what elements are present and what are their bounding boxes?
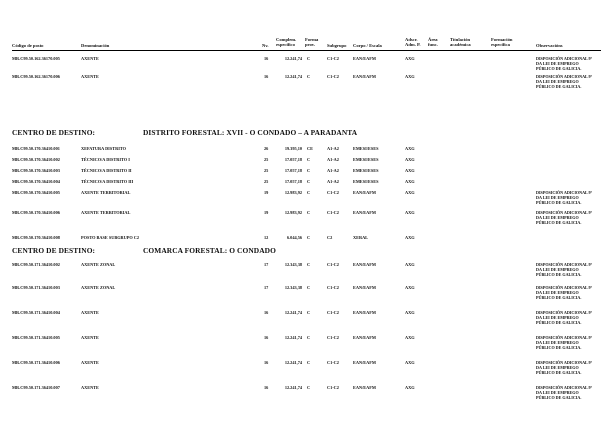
col-header-formacion <box>491 37 512 47</box>
cell-complemento: 12.343,38 <box>284 262 302 267</box>
cell-complemento: 12.241,74 <box>284 56 302 61</box>
cell-subgrupo: C1-C2 <box>327 385 339 390</box>
cell-observacions <box>536 210 612 225</box>
cell-denominacion: POSTO BASE SUBGRUPO C2 <box>81 235 140 240</box>
cell-nivel: 16 <box>264 74 269 79</box>
observacions-line: DA LEI DE EMPREGO <box>536 365 579 371</box>
observacions-line: DA LEI DE EMPREGO <box>536 79 579 85</box>
cell-nivel: 17 <box>264 262 269 267</box>
cell-denominacion: AXENTE ZONAL <box>81 262 116 267</box>
cell-complemento: 12.983,92 <box>284 210 302 215</box>
cell-denominacion: AXENTE ZONAL <box>81 285 116 290</box>
cell-subgrupo: A1-A2 <box>327 157 339 162</box>
cell-nivel: 16 <box>264 310 269 315</box>
col-header-titulacion-line2: académica <box>450 42 471 47</box>
cell-subgrupo: C1-C2 <box>327 310 339 315</box>
cell-denominacion: AXENTE <box>81 310 99 315</box>
cell-nivel: 16 <box>264 335 269 340</box>
cell-codigo: MR.C99.50.171.36410.005 <box>12 335 60 340</box>
observacions-line: PÚBLICO DE GALICIA. <box>536 395 582 401</box>
col-header-titulacion-line1: Titulación <box>450 37 471 42</box>
cell-observacions <box>536 262 612 277</box>
observacions-line: DA LEI DE EMPREGO <box>536 390 579 396</box>
cell-codigo: MR.C99.50.162.36170.006 <box>12 74 60 79</box>
cell-adscripcion: AXG <box>405 74 415 79</box>
cell-denominacion: AXENTE <box>81 335 99 340</box>
observacions-line: DA LEI DE EMPREGO <box>536 267 579 273</box>
cell-denominacion: AXENTE <box>81 360 99 365</box>
cell-complemento: 17.057,18 <box>284 179 302 184</box>
cell-observacions <box>536 56 612 71</box>
cell-corpo: EAN/EAFM <box>353 262 376 267</box>
col-header-area-line2: func. <box>428 42 438 47</box>
cell-forma: C <box>307 190 311 195</box>
cell-denominacion: AXENTE <box>81 74 99 79</box>
cell-complemento: 12.241,74 <box>284 360 302 365</box>
cell-adscripcion: AXG <box>405 335 415 340</box>
cell-denominacion: AXENTE TERRITORIAL <box>81 190 131 195</box>
cell-observacions <box>536 360 612 375</box>
cell-complemento: 6.044,56 <box>286 235 302 240</box>
cell-complemento: 17.057,18 <box>284 157 302 162</box>
cell-nivel: 16 <box>264 385 269 390</box>
col-header-area-line1: Área <box>428 37 438 42</box>
cell-adscripcion: AXG <box>405 210 415 215</box>
cell-nivel: 25 <box>264 168 269 173</box>
cell-complemento: 12.983,92 <box>284 190 302 195</box>
cell-forma: C <box>307 310 311 315</box>
cell-forma: C <box>307 285 311 290</box>
col-header-observacions: Observacións <box>536 43 563 48</box>
cell-corpo: EMESI/ESES <box>353 146 379 151</box>
observacions-line: DISPOSICIÓN ADICIONAL 9ª <box>536 285 592 290</box>
cell-nivel: 19 <box>264 210 269 215</box>
observacions-line: PÚBLICO DE GALICIA. <box>536 345 582 351</box>
cell-codigo: MR.C99.50.170.36410.008 <box>12 235 60 240</box>
cell-nivel: 26 <box>264 146 269 151</box>
cell-codigo: MR.C99.50.162.36170.005 <box>12 56 60 61</box>
cell-codigo: MR.C99.50.170.36410.002 <box>12 157 60 162</box>
cell-nivel: 17 <box>264 285 269 290</box>
cell-denominacion: AXENTE TERRITORIAL <box>81 210 131 215</box>
cell-observacions <box>536 385 612 400</box>
cell-codigo: MR.C99.50.171.36410.007 <box>12 385 60 390</box>
cell-denominacion: AXENTE <box>81 385 99 390</box>
cell-subgrupo: C1-C2 <box>327 56 339 61</box>
cell-nivel: 16 <box>264 360 269 365</box>
cell-corpo: EAN/EAFM <box>353 190 376 195</box>
cell-forma: C <box>307 74 311 79</box>
cell-codigo: MR.C99.50.170.36410.001 <box>12 146 60 151</box>
observacions-line: DISPOSICIÓN ADICIONAL 9ª <box>536 335 592 340</box>
col-header-corpo: Corpo / Escala <box>353 43 382 48</box>
cell-forma: C <box>307 385 311 390</box>
observacions-line: DA LEI DE EMPREGO <box>536 315 579 321</box>
cell-subgrupo: C1-C2 <box>327 190 339 195</box>
observacions-line: DA LEI DE EMPREGO <box>536 340 579 346</box>
cell-adscripcion: AXG <box>405 168 415 173</box>
col-header-nivel: Nv. <box>262 43 269 48</box>
cell-nivel: 25 <box>264 157 269 162</box>
cell-codigo: MR.C99.50.170.36410.005 <box>12 190 60 195</box>
centro-destino-label: CENTRO DE DESTINO: <box>12 246 96 255</box>
cell-subgrupo: C1-C2 <box>327 262 339 267</box>
col-header-adscripcion <box>405 37 421 47</box>
cell-subgrupo: C1-C2 <box>327 285 339 290</box>
cell-complemento: 12.343,38 <box>284 285 302 290</box>
col-header-complemento <box>276 37 296 47</box>
centro-destino-name: DISTRITO FORESTAL: XVII - O CONDADO – A PARADANTA <box>143 128 358 137</box>
cell-complemento: 12.241,74 <box>284 335 302 340</box>
col-header-formacion-line2: específica <box>491 42 510 47</box>
col-header-subgrupo: Subgrupo <box>327 43 347 48</box>
col-header-adscripcion-line1: Adscr. <box>405 37 418 42</box>
observacions-line: PÚBLICO DE GALICIA. <box>536 220 582 226</box>
observacions-line: DA LEI DE EMPREGO <box>536 290 579 296</box>
cell-corpo: EAN/EAFM <box>353 74 376 79</box>
cell-corpo: EAN/EAFM <box>353 310 376 315</box>
cell-adscripcion: AXG <box>405 262 415 267</box>
observacions-line: PÚBLICO DE GALICIA. <box>536 66 582 72</box>
cell-subgrupo: A1-A2 <box>327 146 339 151</box>
observacions-line: DISPOSICIÓN ADICIONAL 9ª <box>536 210 592 215</box>
cell-codigo: MR.C99.50.171.36410.006 <box>12 360 60 365</box>
observacions-line: PÚBLICO DE GALICIA. <box>536 320 582 326</box>
cell-corpo: EMESI/ESES <box>353 179 379 184</box>
observacions-line: DISPOSICIÓN ADICIONAL 9ª <box>536 360 592 365</box>
observacions-line: DA LEI DE EMPREGO <box>536 215 579 221</box>
col-header-titulacion <box>450 37 471 47</box>
observacions-line: DA LEI DE EMPREGO <box>536 195 579 201</box>
col-header-complemento-line2: específico <box>276 42 295 47</box>
observacions-line: DA LEI DE EMPREGO <box>536 61 579 67</box>
cell-forma: C <box>307 335 311 340</box>
cell-complemento: 12.241,74 <box>284 74 302 79</box>
cell-observacions <box>536 74 612 89</box>
observacions-line: PÚBLICO DE GALICIA. <box>536 272 582 278</box>
cell-forma: C <box>307 168 311 173</box>
cell-denominacion: TÉCNICO/A DISTRITO I <box>81 157 130 162</box>
col-header-denominacion: Denominación <box>81 43 110 48</box>
cell-nivel: 12 <box>264 235 269 240</box>
cell-corpo: XERAL <box>353 235 369 240</box>
cell-forma: C <box>307 210 311 215</box>
cell-codigo: MR.C99.50.170.36410.003 <box>12 168 60 173</box>
cell-denominacion: TÉCNICO/A DISTRITO III <box>81 179 134 184</box>
observacions-line: DISPOSICIÓN ADICIONAL 9ª <box>536 74 592 79</box>
col-header-codigo: Código de posto <box>12 43 44 48</box>
cell-forma: C <box>307 179 311 184</box>
cell-subgrupo: C1-C2 <box>327 74 339 79</box>
observacions-line: PÚBLICO DE GALICIA. <box>536 84 582 90</box>
cell-corpo: EAN/EAFM <box>353 360 376 365</box>
centro-destino-name: COMARCA FORESTAL: O CONDADO <box>143 246 276 255</box>
cell-corpo: EAN/EAFM <box>353 285 376 290</box>
cell-observacions <box>536 190 612 205</box>
cell-adscripcion: AXG <box>405 285 415 290</box>
observacions-line: DISPOSICIÓN ADICIONAL 9ª <box>536 190 592 195</box>
cell-adscripcion: AXG <box>405 235 415 240</box>
cell-codigo: MR.C99.50.170.36410.004 <box>12 179 60 184</box>
cell-adscripcion: AXG <box>405 179 415 184</box>
cell-corpo: EAN/EAFM <box>353 385 376 390</box>
cell-codigo: MR.C99.50.171.36410.004 <box>12 310 60 315</box>
cell-corpo: EAN/EAFM <box>353 56 376 61</box>
cell-denominacion: AXENTE <box>81 56 99 61</box>
cell-observacions <box>536 335 612 350</box>
col-header-complemento-line1: Complem. <box>276 37 297 42</box>
col-header-formacion-line1: Formación <box>491 37 513 42</box>
cell-observacions <box>536 285 612 300</box>
cell-adscripcion: AXG <box>405 310 415 315</box>
cell-codigo: MR.C99.50.170.36410.006 <box>12 210 60 215</box>
cell-complemento: 19.395,10 <box>284 146 302 151</box>
col-header-adscripcion-line2: Adm. P. <box>405 42 421 47</box>
cell-complemento: 12.241,74 <box>284 310 302 315</box>
cell-forma: C <box>307 262 311 267</box>
col-header-forma-line2: prov. <box>305 42 315 47</box>
observacions-line: DISPOSICIÓN ADICIONAL 9ª <box>536 56 592 61</box>
cell-denominacion: TÉCNICO/A DISTRITO II <box>81 168 132 173</box>
cell-subgrupo: C2 <box>327 235 333 240</box>
cell-nivel: 16 <box>264 56 269 61</box>
cell-adscripcion: AXG <box>405 360 415 365</box>
header-rule <box>12 50 601 51</box>
cell-corpo: EMESI/ESES <box>353 157 379 162</box>
cell-subgrupo: A1-A2 <box>327 168 339 173</box>
cell-complemento: 12.241,74 <box>284 385 302 390</box>
observacions-line: DISPOSICIÓN ADICIONAL 9ª <box>536 385 592 390</box>
observacions-line: PÚBLICO DE GALICIA. <box>536 295 582 301</box>
cell-forma: CE <box>307 146 313 151</box>
cell-codigo: MR.C99.50.171.36410.003 <box>12 285 60 290</box>
col-header-forma <box>305 37 318 47</box>
cell-adscripcion: AXG <box>405 157 415 162</box>
cell-corpo: EAN/EAFM <box>353 210 376 215</box>
cell-forma: C <box>307 360 311 365</box>
cell-corpo: EAN/EAFM <box>353 335 376 340</box>
cell-denominacion: XEFATURA DISTRITO <box>81 146 127 151</box>
cell-adscripcion: AXG <box>405 146 415 151</box>
cell-forma: C <box>307 157 311 162</box>
cell-subgrupo: C1-C2 <box>327 335 339 340</box>
cell-subgrupo: C1-C2 <box>327 360 339 365</box>
observacions-line: PÚBLICO DE GALICIA. <box>536 200 582 206</box>
cell-corpo: EMESI/ESES <box>353 168 379 173</box>
observacions-line: DISPOSICIÓN ADICIONAL 9ª <box>536 262 592 267</box>
centro-destino-label: CENTRO DE DESTINO: <box>12 128 96 137</box>
cell-forma: C <box>307 56 311 61</box>
cell-codigo: MR.C99.50.171.36410.002 <box>12 262 60 267</box>
col-header-area <box>428 37 438 47</box>
observacions-line: PÚBLICO DE GALICIA. <box>536 370 582 376</box>
cell-forma: C <box>307 235 311 240</box>
cell-subgrupo: A1-A2 <box>327 179 339 184</box>
col-header-forma-line1: Forma <box>305 37 319 42</box>
cell-adscripcion: AXG <box>405 385 415 390</box>
cell-complemento: 17.057,18 <box>284 168 302 173</box>
cell-subgrupo: C1-C2 <box>327 210 339 215</box>
cell-adscripcion: AXG <box>405 190 415 195</box>
cell-nivel: 19 <box>264 190 269 195</box>
observacions-line: DISPOSICIÓN ADICIONAL 9ª <box>536 310 592 315</box>
cell-nivel: 25 <box>264 179 269 184</box>
cell-observacions <box>536 310 612 325</box>
cell-adscripcion: AXG <box>405 56 415 61</box>
